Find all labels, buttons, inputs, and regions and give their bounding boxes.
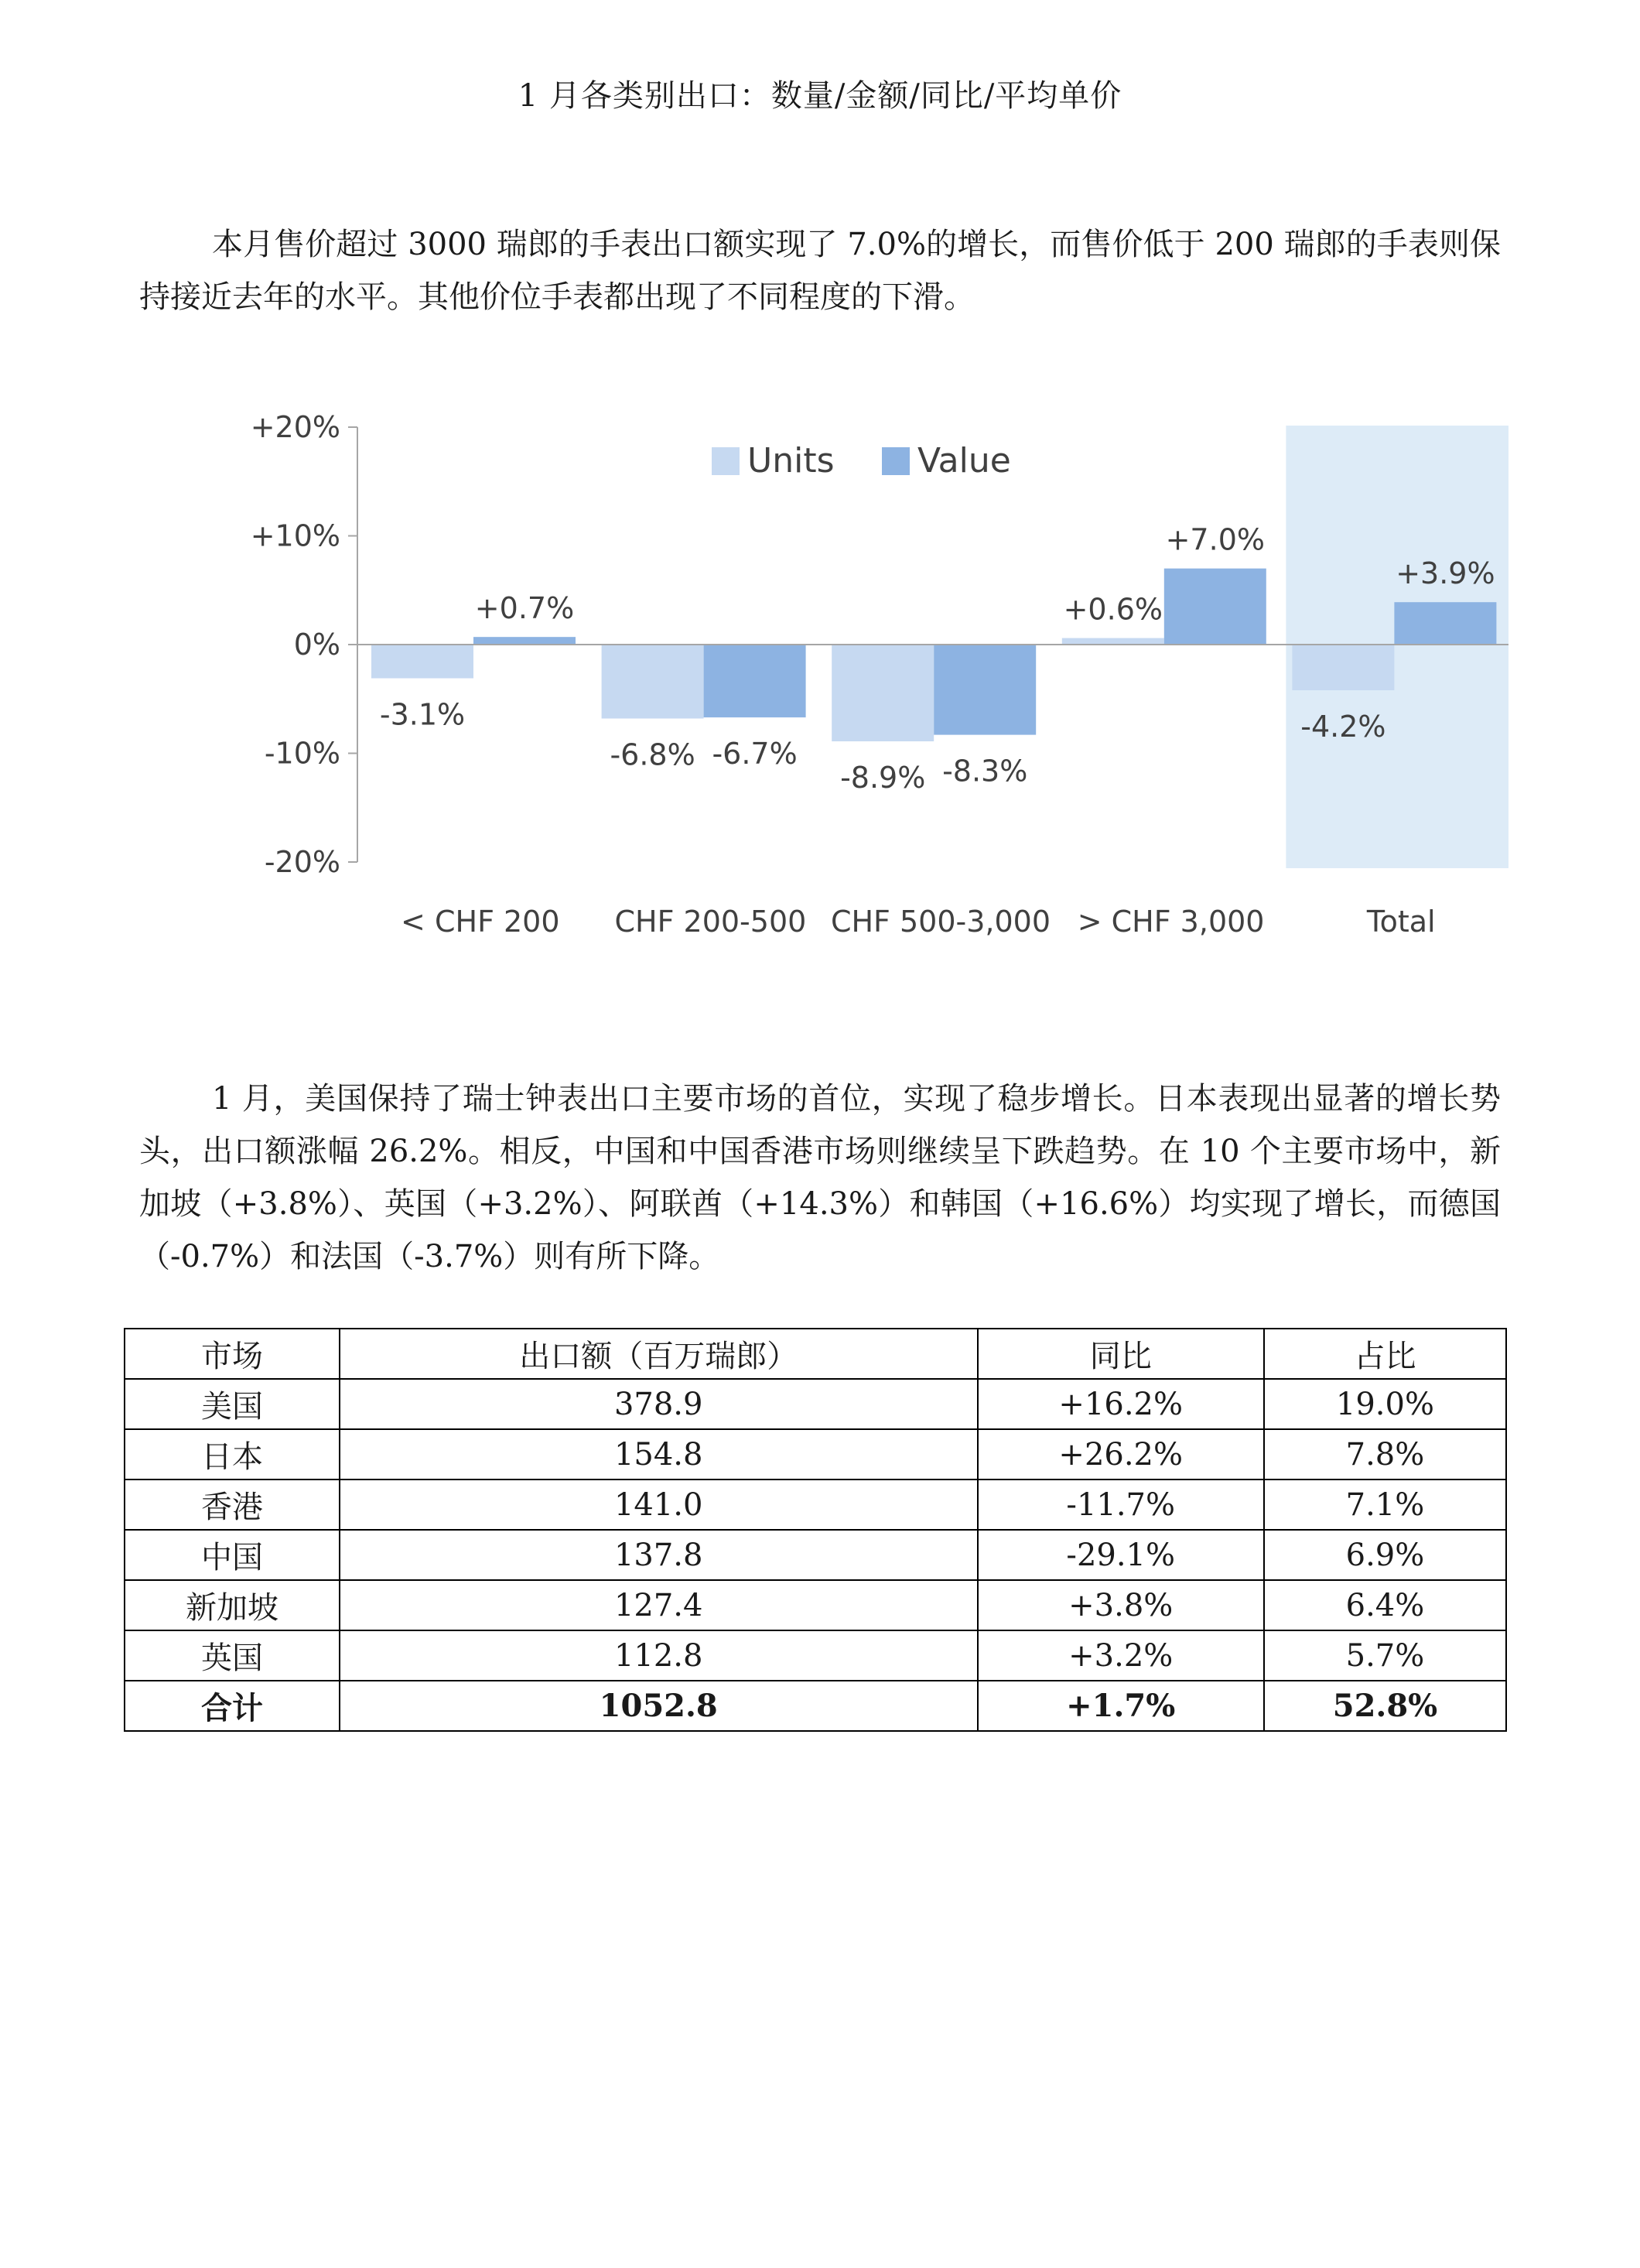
y-tick-label: +20% [250, 410, 340, 444]
cell-yoy: +26.2% [978, 1429, 1264, 1480]
data-label-units-3: +0.6% [1063, 592, 1163, 627]
cell-yoy: +3.8% [978, 1580, 1264, 1630]
cell-share: 19.0% [1264, 1379, 1506, 1429]
x-tick-label: CHF 200-500 [614, 905, 807, 939]
cell-yoy: -29.1% [978, 1530, 1264, 1580]
cell-export-value: 127.4 [340, 1580, 978, 1630]
data-label-value-2: -8.3% [942, 754, 1028, 788]
table-row [125, 1379, 1506, 1429]
cell-share: 6.4% [1264, 1580, 1506, 1630]
cell-export-value: 378.9 [340, 1379, 978, 1429]
data-label-units-4: -4.2% [1300, 710, 1386, 744]
data-label-units-2: -8.9% [840, 761, 926, 795]
table-row [125, 1530, 1506, 1580]
cell-market: 新加坡 [125, 1580, 340, 1630]
cell-market: 中国 [125, 1530, 340, 1580]
legend-label-units: Units [747, 441, 835, 481]
x-tick-label: Total [1366, 905, 1436, 939]
cell-market: 日本 [125, 1429, 340, 1480]
bar-value-1 [704, 645, 806, 717]
cell-total-label: 合计 [125, 1681, 340, 1731]
x-tick-label: > CHF 3,000 [1077, 905, 1265, 939]
cell-yoy: -11.7% [978, 1480, 1264, 1530]
cell-share: 7.8% [1264, 1429, 1506, 1480]
data-label-value-4: +3.9% [1396, 556, 1495, 591]
intro-paragraph: 本月售价超过 3000 瑞郎的手表出口额实现了 7.0%的增长，而售价低于 200 瑞郎的手表则保持接近去年的水平。其他价位手表都出现了不同程度的下滑。 [139, 227, 1501, 315]
bar-value-0 [473, 637, 576, 645]
cell-export-value: 137.8 [340, 1530, 978, 1580]
table-total-row [125, 1681, 1506, 1731]
data-label-value-3: +7.0% [1165, 522, 1265, 557]
table-row [125, 1630, 1506, 1681]
cell-total-yoy: +1.7% [978, 1681, 1264, 1731]
header-market: 市场 [125, 1329, 340, 1379]
cell-share: 6.9% [1264, 1530, 1506, 1580]
cell-yoy: +16.2% [978, 1379, 1264, 1429]
legend-swatch-value [882, 447, 910, 475]
cell-share: 7.1% [1264, 1480, 1506, 1530]
bar-value-4 [1394, 602, 1496, 645]
data-label-units-0: -3.1% [379, 697, 466, 732]
x-tick-label: < CHF 200 [401, 905, 560, 939]
y-tick-label: -10% [264, 736, 340, 771]
bar-units-3 [1062, 638, 1164, 645]
cell-market: 英国 [125, 1630, 340, 1681]
data-label-value-1: -6.7% [712, 737, 798, 771]
x-tick-label: CHF 500-3,000 [830, 905, 1051, 939]
cell-yoy: +3.2% [978, 1630, 1264, 1681]
cell-total-share: 52.8% [1264, 1681, 1506, 1731]
cell-total-value: 1052.8 [340, 1681, 978, 1731]
cell-share: 5.7% [1264, 1630, 1506, 1681]
cell-market: 香港 [125, 1480, 340, 1530]
y-tick-label: +10% [250, 518, 340, 553]
market-table [124, 1328, 1507, 1732]
table-row [125, 1580, 1506, 1630]
cell-market: 美国 [125, 1379, 340, 1429]
bar-units-1 [602, 645, 704, 719]
bar-units-2 [832, 645, 934, 741]
data-label-units-1: -6.8% [610, 737, 695, 772]
y-tick-label: -20% [264, 845, 340, 879]
y-tick-label: 0% [293, 628, 340, 662]
bar-units-4 [1292, 645, 1394, 690]
bar-units-0 [371, 645, 473, 679]
bar-value-3 [1164, 569, 1266, 645]
bar-value-2 [934, 645, 1036, 735]
export-growth-chart [201, 402, 1516, 975]
market-paragraph: 1 月，美国保持了瑞士钟表出口主要市场的首位，实现了稳步增长。日本表现出显著的增长势头，出口额涨幅 26.2%。相反，中国和中国香港市场则继续呈下跌趋势。在 10 个主要市场中，新加坡（+3.8%）、英国（+3.2%）、阿联酋（+14.3%）和韩国（+16.6%）均实现了增长，而德国（-0.7%）和法国（-3.7%）则有所下降。 [139, 1081, 1501, 1274]
header-export-value: 出口额（百万瑞郎） [340, 1329, 978, 1379]
table-row [125, 1429, 1506, 1480]
header-yoy: 同比 [978, 1329, 1264, 1379]
header-share: 占比 [1264, 1329, 1506, 1379]
cell-export-value: 112.8 [340, 1630, 978, 1681]
legend-label-value: Value [917, 441, 1011, 481]
cell-export-value: 141.0 [340, 1480, 978, 1530]
table-header-row [125, 1329, 1506, 1379]
data-label-value-0: +0.7% [474, 591, 575, 626]
table-row [125, 1480, 1506, 1530]
cell-export-value: 154.8 [340, 1429, 978, 1480]
legend-swatch-units [712, 447, 740, 475]
page-title: 1 月各类别出口：数量/金额/同比/平均单价 [518, 78, 1122, 114]
